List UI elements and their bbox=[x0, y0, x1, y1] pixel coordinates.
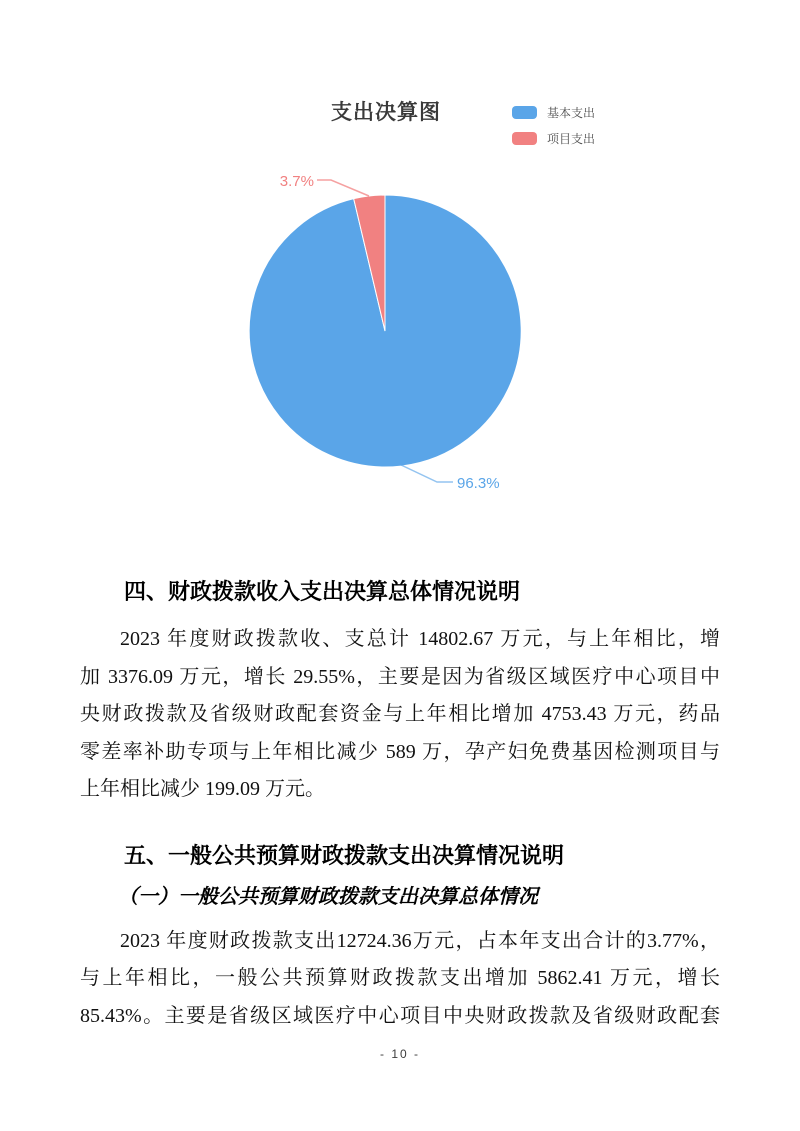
paragraph-line: 央财政拨款及省级财政配套资金与上年相比增加 4753.43 万元，药品 bbox=[80, 703, 720, 725]
legend-item-project bbox=[512, 130, 595, 147]
section-4-heading: 四、财政拨款收入支出决算总体情况说明 bbox=[124, 579, 521, 604]
paragraph-line: 加 3376.09 万元，增长 29.55%，主要是因为省级区域医疗中心项目中 bbox=[80, 665, 720, 688]
chart-title: 支出决算图 bbox=[331, 101, 441, 124]
paragraph-line: 零差率补助专项与上年相比减少 589 万，孕产妇免费基因检测项目与 bbox=[80, 740, 720, 763]
document-body bbox=[80, 577, 720, 1061]
paragraph-line: 2023 年度财政拨款支出12724.36万元，占本年支出合计的3.77%， bbox=[120, 929, 720, 952]
section-4-paragraph bbox=[80, 621, 720, 809]
legend-label-project: 项目支出 bbox=[547, 132, 596, 146]
legend-swatch-basic bbox=[512, 106, 537, 119]
expenditure-chart-section bbox=[0, 0, 800, 520]
pie-label-project: 3.7% bbox=[279, 173, 314, 190]
paragraph-line: 与上年相比，一般公共预算财政拨款支出增加 5862.41 万元，增长 bbox=[80, 967, 720, 989]
legend-item-basic bbox=[512, 104, 595, 121]
expenditure-pie-chart bbox=[0, 0, 800, 520]
page-number: - 10 - bbox=[379, 1047, 420, 1061]
pie-slices bbox=[249, 195, 521, 467]
leader-line-basic bbox=[399, 464, 453, 482]
paragraph-line: 85.43%。主要是省级区域医疗中心项目中央财政拨款及省级财政配套 bbox=[80, 1004, 720, 1027]
pie-label-basic: 96.3% bbox=[457, 475, 500, 492]
paragraph-line: 上年相比减少 199.09 万元。 bbox=[80, 778, 325, 800]
leader-line-project bbox=[317, 180, 369, 196]
section-5-subheading: （一）一般公共预算财政拨款支出决算总体情况 bbox=[118, 883, 538, 908]
chart-legend bbox=[512, 104, 595, 147]
paragraph-line: 2023 年度财政拨款收、支总计 14802.67 万元，与上年相比，增 bbox=[120, 628, 720, 650]
section-5-paragraph bbox=[80, 923, 720, 1036]
section-5-heading: 五、一般公共预算财政拨款支出决算情况说明 bbox=[124, 842, 565, 868]
legend-swatch-project bbox=[512, 132, 537, 145]
legend-label-basic: 基本支出 bbox=[547, 106, 596, 120]
